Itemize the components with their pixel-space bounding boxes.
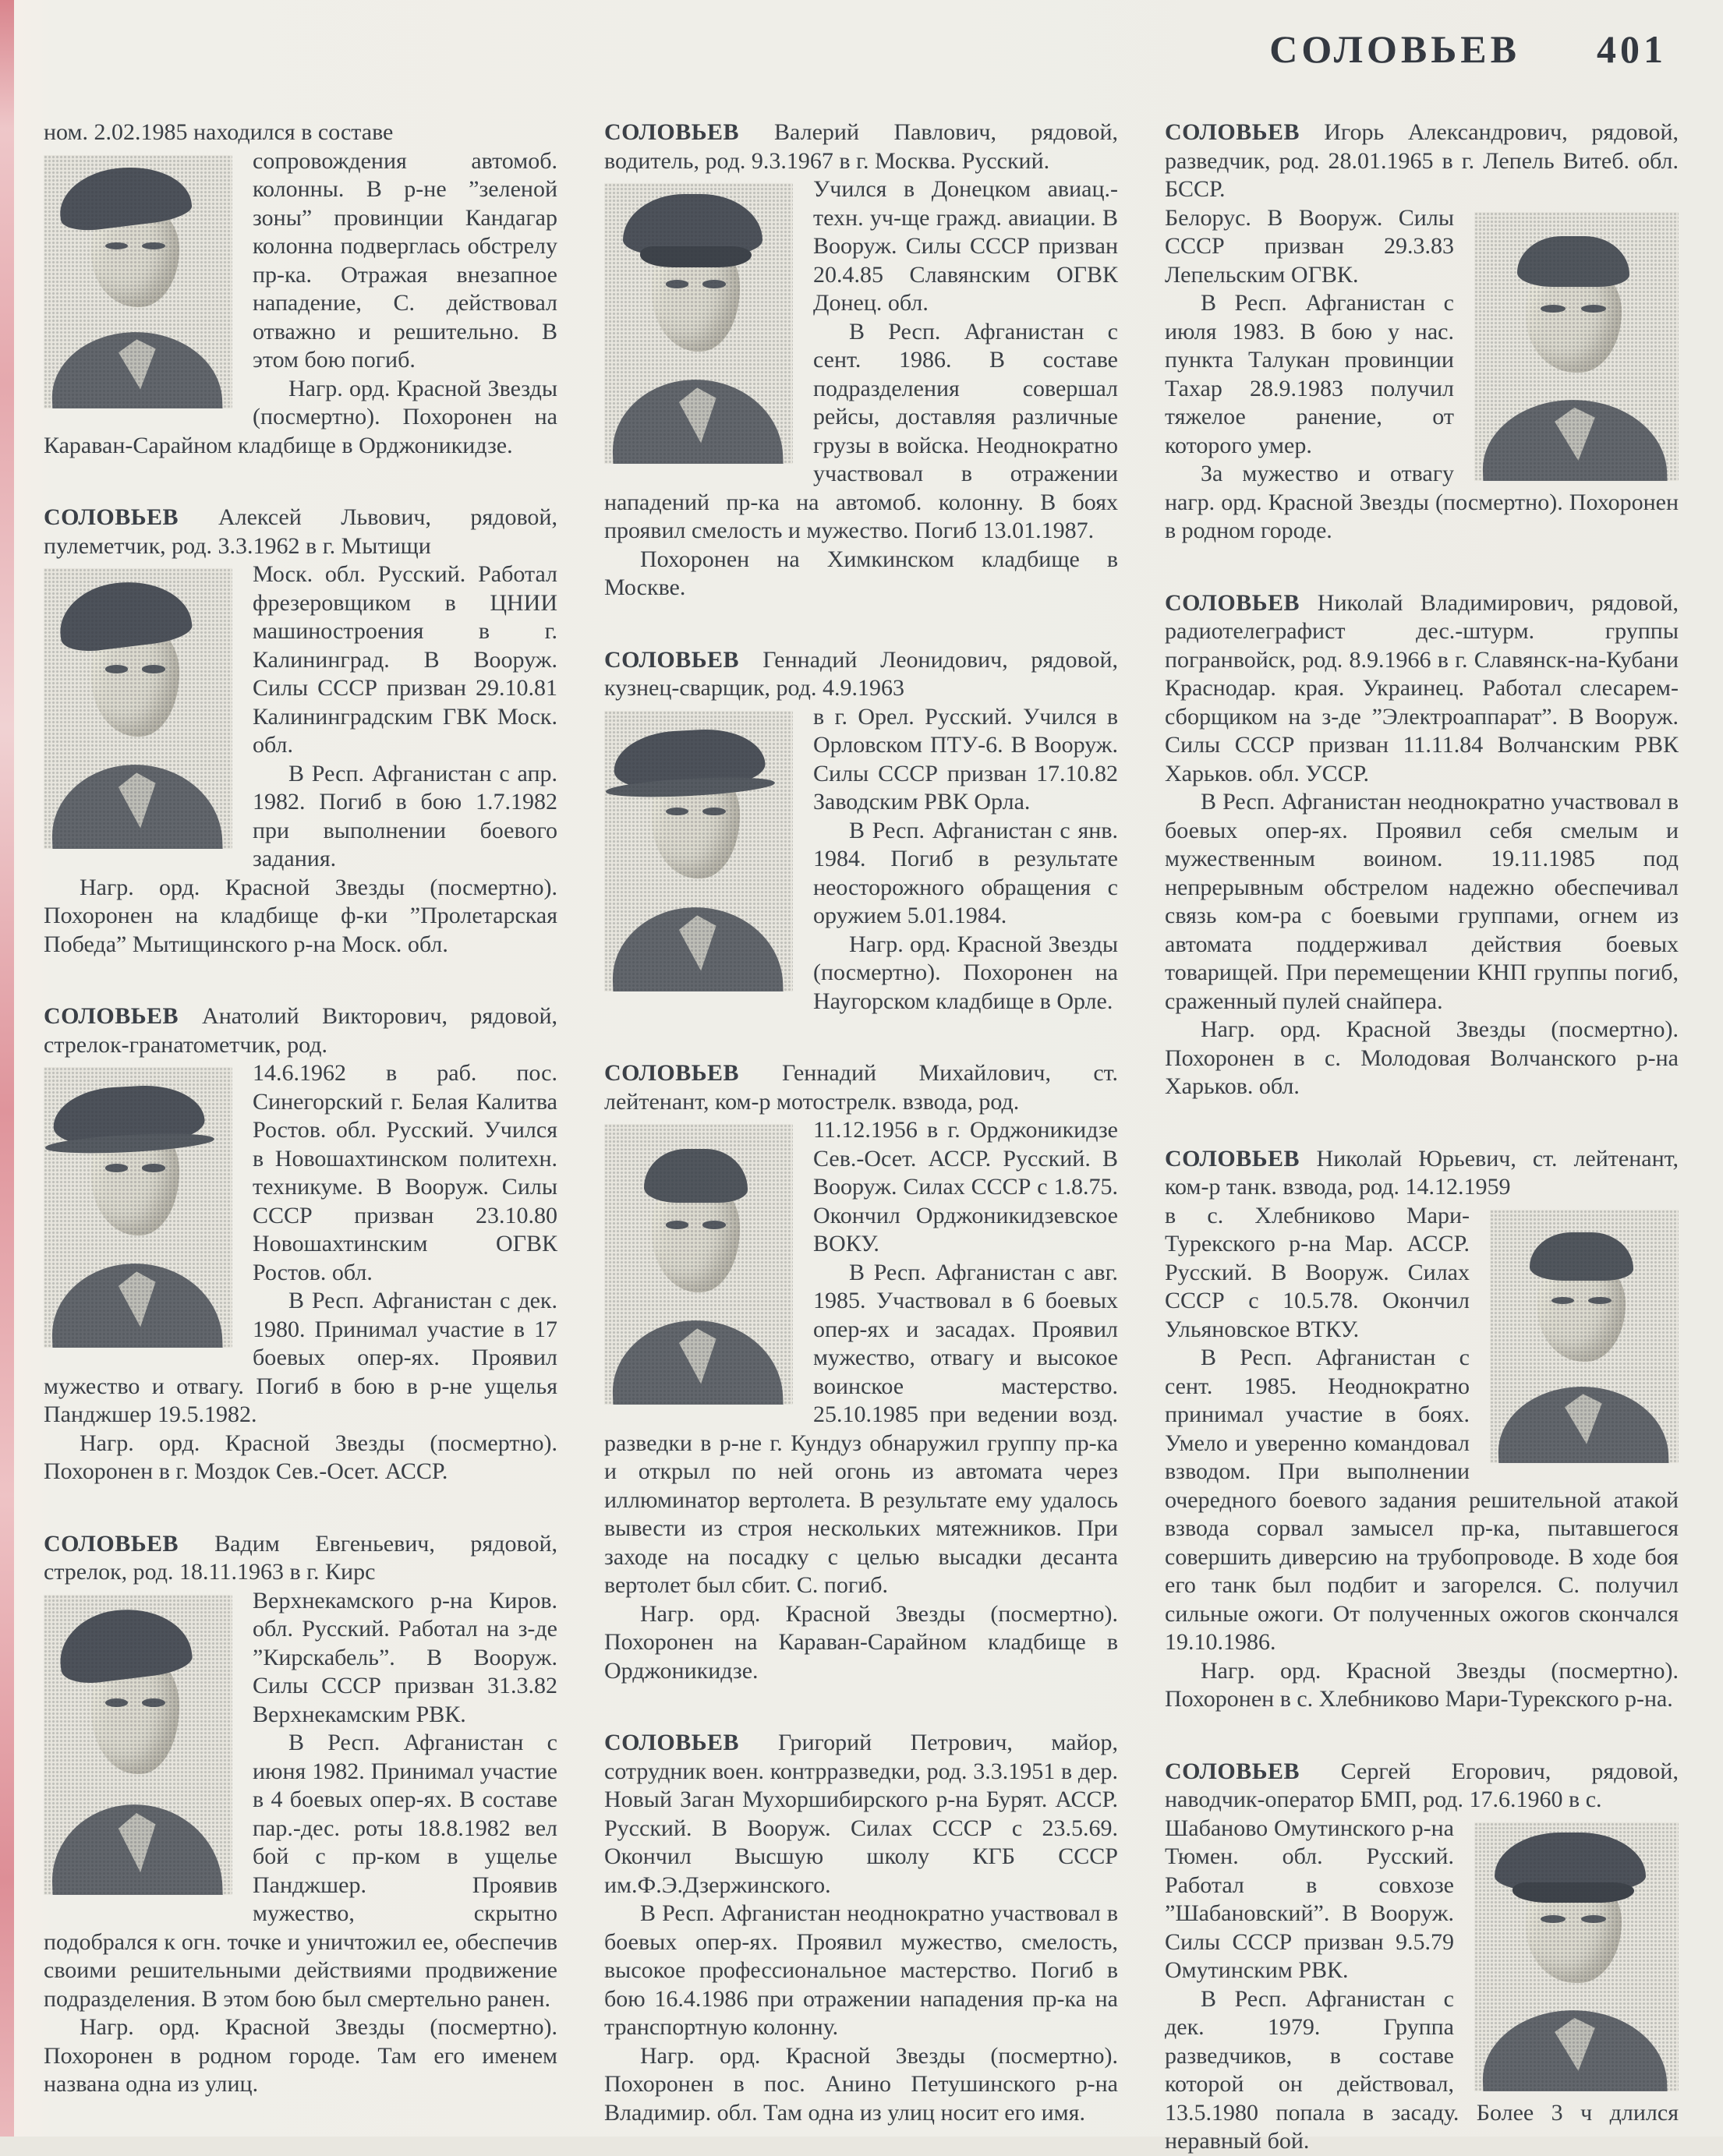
surname: СОЛОВЬЕВ	[44, 504, 218, 530]
portrait-face	[652, 1177, 741, 1292]
portrait-torso	[1481, 397, 1668, 481]
portrait-face	[91, 621, 180, 737]
entry-head-text: Николай Владимирович, рядовой, радиотелеграфист дес.-штурм. группы погранвойск, род. 8.9.1966 в г. Славянск-на-Кубани Краснодар. края. Украинец. Работал слесарем-сборщиком на з-де ”Электроаппарат”. В Вооруж. Силы СССР призван 11.11.84 Волчанским РВК Харьков. обл. УССР.	[1165, 589, 1679, 786]
entry-service: В Респ. Афганистан с авг. 1985. Участвовал в 6 боевых опер-ях и засадах. Проявил мужество, отвагу и высокое воинское мастерство. 25.10.1985 при ведении возд. разведки в р-не г. Кундуз обнаружил группу пр-ка и открыл по ней огонь из автомата через иллюминатор вертолета. В результате ему удалось вывести из строя нескольких мятежников. При заходе на посадку с целью высадки десанта вертолет был сбит. С. погиб.	[604, 1259, 1118, 1598]
entry-lead	[604, 1729, 1118, 1900]
hair-icon	[644, 1149, 748, 1202]
page-number: 401	[1597, 27, 1667, 71]
memorial-entry-soloviev-grigoriy	[604, 1729, 1118, 2127]
column-1	[44, 118, 557, 2156]
entry-bio: 11.12.1956 в г. Орджоникидзе Сев.-Осет. АССР. Русский. В Вооруж. Силах СССР с 1.8.75. Окончил Орджоникидзевское ВОКУ.	[813, 1117, 1118, 1256]
entry-bio: Белорус. В Вооруж. Силы СССР призван 29.3.83 Лепельским ОГВК.	[1165, 204, 1454, 288]
surname: СОЛОВЬЕВ	[44, 1530, 215, 1557]
column-3	[1165, 118, 1679, 2156]
memorial-entry-soloviev-nikolay-yu	[1165, 1145, 1679, 1714]
portrait-photo	[44, 155, 232, 408]
portrait-torso	[610, 1317, 783, 1405]
entry-award: Нагр. орд. Красной Звезды (посмертно). Похоронен на Караван-Сарайном кладбище в Орджоникидзе.	[44, 375, 557, 458]
entry-award: Нагр. орд. Красной Звезды (посмертно). Похоронен на кладбище ф-ки ”Пролетарская Победа” Мытищинского р-на Моск. обл.	[44, 874, 557, 957]
portrait-face	[1526, 263, 1622, 373]
entry-award: Нагр. орд. Красной Звезды (посмертно). Похоронен в родном городе. Там его именем названа одна из улиц.	[44, 2014, 557, 2097]
page-header	[1269, 27, 1667, 72]
entry-service: В Респ. Афганистан с дек. 1980. Принимал участие в 17 боевых опер-ях. Проявил мужество и отвагу. Погиб в бою в р-не ущелья Панджшер 19.5.1982.	[44, 1288, 557, 1427]
portrait-photo	[1490, 1210, 1679, 1463]
portrait-photo	[604, 183, 793, 464]
entry-award: Нагр. орд. Красной Звезды (посмертно). Похоронен в г. Моздок Сев.-Осет. АССР.	[44, 1430, 557, 1484]
entry-service: В Респ. Афганистан неоднократно участвовал в боевых опер-ях. Проявил мужество, смелость, высокое профессиональное мастерство. Погиб в бою 16.4.1986 при отражении нападения пр-ка на транспортную колонну.	[604, 1900, 1118, 2040]
entry-service: В Респ. Афганистан неоднократно участвовал в боевых опер-ях. Проявил себя смелым и мужественным воином. 19.11.1985 под непрерывным обстрелом надежно обеспечивал связь ком-ра с боевыми группами, огнем из автомата поддерживал действия боевых товарищей. При перемещении КНП группы погиб, сраженный пулей снайпера.	[1165, 789, 1679, 1014]
entry-lead	[1165, 589, 1679, 789]
portrait-torso	[49, 1260, 222, 1348]
memorial-entry-soloviev-anatoliy	[44, 1002, 557, 1486]
entry-service: В Респ. Афганистан с июля 1983. В бою у нас. пункта Талукан провинции Тахар 28.9.1983 получил тяжелое ранение, от которого умер.	[1165, 290, 1454, 458]
entry-award: Нагр. орд. Красной Звезды (посмертно). Похоронен на Караван-Сарайном кладбище в Орджоникидзе.	[604, 1600, 1118, 1684]
entry-award: Нагр. орд. Красной Звезды (посмертно). Похоронен в пос. Анино Петушинского р-на Владимир. обл. Там одна из улиц носит его имя.	[604, 2042, 1118, 2126]
portrait-face	[91, 1120, 180, 1235]
portrait-photo	[1474, 1822, 1679, 2091]
entry-lead	[604, 646, 1118, 703]
surname: СОЛОВЬЕВ	[1165, 589, 1318, 616]
portrait-photo	[44, 1595, 232, 1895]
entry-head-text: Валерий Павлович, рядовой, водитель, род. 9.3.1967 в г. Москва. Русский.	[604, 119, 1119, 174]
memorial-entry-soloviev-sergey	[1165, 1758, 1679, 2156]
entry-bio: Шабаново Омутинского р-на Тюмен. обл. Русский. Работал в совхозе ”Шабановский”. В Вооруж. Силы СССР призван 9.5.79 Омутинским РВК.	[1165, 1815, 1454, 1983]
portrait-face	[1537, 1257, 1626, 1361]
portrait-torso	[49, 1801, 223, 1894]
memorial-entry-soloviev-gennadiy-m	[604, 1059, 1118, 1685]
surname: СОЛОВЬЕВ	[1165, 119, 1325, 145]
portrait-face	[91, 203, 180, 306]
entry-award: За мужество и отвагу нагр. орд. Красной Звезды (посмертно). Похоронен в родном городе.	[1165, 461, 1679, 543]
portrait-torso	[49, 762, 222, 849]
entry-service: В Респ. Афганистан с июня 1982. Принимал участие в 4 боевых опер-ях. В составе пар.-дес. роты 18.8.1982 вел бой с пр-ком в ущелье Панджшер. Проявив мужество, скрытно подобрался к огн. точке и уничтожил ее, обеспечив своими решительными действиями продвижение подразделения. В этом бою был смертельно ранен.	[44, 1730, 557, 2012]
entry-bio: Верхнекамского р-на Киров. обл. Русский. Работал на з-де ”Кирскабель”. В Вооруж. Силы СССР призван 31.3.82 Верхнекамским РВК.	[253, 1587, 557, 1727]
entry-head-text: Анатолий Викторович, рядовой, стрелок-гранатометчик, род.	[44, 1003, 557, 1058]
entry-award: Похоронен на Химкинском кладбище в Москве.	[604, 546, 1118, 600]
memorial-entry-soloviev-gennadiy-l	[604, 646, 1118, 1016]
memorial-entry-soloviev-valeriy	[604, 118, 1118, 603]
memorial-entry-soloviev-aleksey	[44, 504, 557, 959]
surname: СОЛОВЬЕВ	[604, 1060, 782, 1086]
entry-lead	[1165, 118, 1679, 204]
entry-bio: 14.6.1962 в раб. пос. Синегорский г. Белая Калитва Ростов. обл. Русский. Учился в Новошахтинском политехн. техникуме. В Вооруж. Силы СССР призван 23.10.80 Новошахтинским ОГВК Ростов. обл.	[253, 1060, 557, 1285]
entry-lead	[604, 118, 1118, 175]
portrait-face	[652, 764, 741, 879]
entry-lead	[44, 118, 557, 147]
entry-head-text: Игорь Александрович, рядовой, разведчик, род. 28.01.1965 в г. Лепель Витеб. обл. БССР.	[1165, 119, 1679, 202]
surname: СОЛОВЬЕВ	[604, 646, 763, 673]
surname: СОЛОВЬЕВ	[604, 119, 775, 145]
entry-lead	[604, 1059, 1118, 1116]
entry-head-text: Алексей Львович, рядовой, пулеметчик, род. 3.3.1962 в г. Мытищи	[44, 504, 557, 559]
text-columns	[44, 118, 1679, 2156]
entry-head-text: Геннадий Михайлович, ст. лейтенант, ком-р мотострелк. взвода, род.	[604, 1060, 1119, 1115]
portrait-torso	[1496, 1384, 1669, 1462]
surname: СОЛОВЬЕВ	[1165, 1145, 1317, 1172]
surname: СОЛОВЬЕВ	[1165, 1758, 1341, 1784]
hat-icon	[51, 1083, 205, 1147]
portrait-torso	[610, 376, 783, 464]
memorial-entry-soloviev-igor	[1165, 118, 1679, 546]
entry-head-text: ном. 2.02.1985 находился в составе	[44, 119, 394, 145]
hair-icon	[1517, 236, 1629, 288]
portrait-face	[1526, 1873, 1622, 1983]
entry-head-text: Григорий Петрович, майор, сотрудник воен. контрразведки, род. 3.3.1951 в дер. Новый Заган Мухоршибирского р-на Бурят. АССР. Русский. В Вооруж. Силах СССР с 23.5.69. Окончил Высшую школу КГБ СССР им.Ф.Э.Дзержинского.	[604, 1730, 1119, 1898]
entry-award: Нагр. орд. Красной Звезды (посмертно). Похоронен на Наугорском кладбище в Орле.	[813, 931, 1118, 1014]
entry-bio: сопровождения автомоб. колонны. В р-не ”зеленой зоны” провинции Кандагар колонна подверглась обстрелу пр-ка. Отражая внезапное нападение, С. действовал отважно и решительно. В этом бою погиб.	[253, 147, 557, 373]
portrait-photo	[44, 1067, 232, 1348]
portrait-torso	[50, 329, 223, 408]
beret-icon	[55, 1602, 195, 1687]
entry-service: В Респ. Афганистан с сент. 1985. Неоднократно принимал участие в боях. Умело и уверенно командовал взводом. При выполнении очередного боевого задания решительной атакой взвода сорвал замысел пр-ка, пытавшегося совершить диверсию на трубопроводе. В ходе боя его танк был подбит и загорелся. С. получил сильные ожоги. От полученных ожогов скончался 19.10.1986.	[1165, 1345, 1679, 1655]
entry-service: В Респ. Афганистан с апр. 1982. Погиб в бою 1.7.1982 при выполнении боевого задания.	[253, 760, 557, 871]
memorial-entry-soloviev-nikolay-v	[1165, 589, 1679, 1101]
entry-bio: в с. Хлебниково Мари-Турекского р-на Мар. АССР. Русский. В Вооруж. Силах СССР с 10.5.78. Окончил Ульяновское ВТКУ.	[1165, 1202, 1470, 1342]
entry-lead	[44, 504, 557, 560]
running-head: СОЛОВЬЕВ	[1269, 27, 1520, 71]
column-2	[604, 118, 1118, 2156]
entry-head-text: Геннадий Леонидович, рядовой, кузнец-сварщик, род. 4.9.1963	[604, 646, 1119, 701]
scan-edge-strip	[0, 0, 14, 2137]
peaked-cap-icon	[623, 194, 762, 256]
hair-icon	[1530, 1232, 1633, 1281]
portrait-torso	[610, 904, 783, 991]
entry-bio: в г. Орел. Русский. Учился в Орловском ПТУ-6. В Вооруж. Силы СССР призван 17.10.82 Заводским РВК Орла.	[813, 703, 1118, 815]
entry-award: Нагр. орд. Красной Звезды (посмертно). Похоронен в с. Молодовая Волчанского р-на Харьков. обл.	[1165, 1016, 1679, 1099]
hat-icon	[612, 726, 766, 790]
entry-bio: Учился в Донецком авиац.-техн. уч-ще гражд. авиации. В Вооруж. Силы СССР призван 20.4.85 Славянским ОГВК Донец. обл.	[813, 176, 1118, 316]
entry-head-text: Вадим Евгеньевич, рядовой, стрелок, род. 18.11.1963 в г. Кирс	[44, 1530, 558, 1585]
portrait-photo	[604, 1124, 793, 1405]
entry-service: В Респ. Афганистан с дек. 1979. Группа разведчиков, в составе которой он действовал, 13.5.1980 попала в засаду. Более 3 ч длился неравный бой.	[1165, 1985, 1679, 2154]
portrait-photo	[604, 711, 793, 991]
entry-lead	[1165, 1145, 1679, 1202]
entry-bio: Моск. обл. Русский. Работал фрезеровщиком в ЦНИИ машиностроения в г. Калининград. В Вооруж. Силы СССР призван 29.10.81 Калининградским ГВК Моск. обл.	[253, 561, 557, 758]
surname: СОЛОВЬЕВ	[44, 1003, 203, 1029]
portrait-photo	[44, 568, 232, 849]
portrait-photo	[1474, 212, 1679, 481]
portrait-face	[91, 1652, 180, 1775]
beret-icon	[55, 160, 193, 234]
entry-service: В Респ. Афганистан с сент. 1986. В составе подразделения совершал рейсы, доставляя различные грузы в войска. Неоднократно участвовал в отражении нападений пр-ка на автомоб. колонну. В боях проявил смелость и мужество. Погиб 13.01.1987.	[604, 318, 1118, 543]
beret-icon	[55, 574, 194, 655]
entry-service: В Респ. Афганистан с янв. 1984. Погиб в результате неосторожного обращения с оружием 5.01.1984.	[813, 817, 1118, 928]
entry-award: Нагр. орд. Красной Звезды (посмертно). Похоронен в с. Хлебниково Мари-Турекского р-на.	[1165, 1657, 1679, 1712]
surname: СОЛОВЬЕВ	[604, 1730, 779, 1755]
portrait-torso	[1481, 2007, 1668, 2091]
memorial-entry-soloviev-vadim	[44, 1530, 557, 2099]
entry-lead	[44, 1002, 557, 1059]
memorial-entry-continuation	[44, 118, 557, 460]
portrait-face	[652, 236, 741, 352]
peaked-cap-icon	[1495, 1833, 1646, 1892]
entry-lead	[44, 1530, 557, 1587]
entry-lead	[1165, 1758, 1679, 1815]
entry-head-text: Николай Юрьевич, ст. лейтенант, ком-р танк. взвода, род. 14.12.1959	[1165, 1145, 1679, 1200]
entry-head-text: Сергей Егорович, рядовой, наводчик-оператор БМП, род. 17.6.1960 в с.	[1165, 1758, 1679, 1812]
